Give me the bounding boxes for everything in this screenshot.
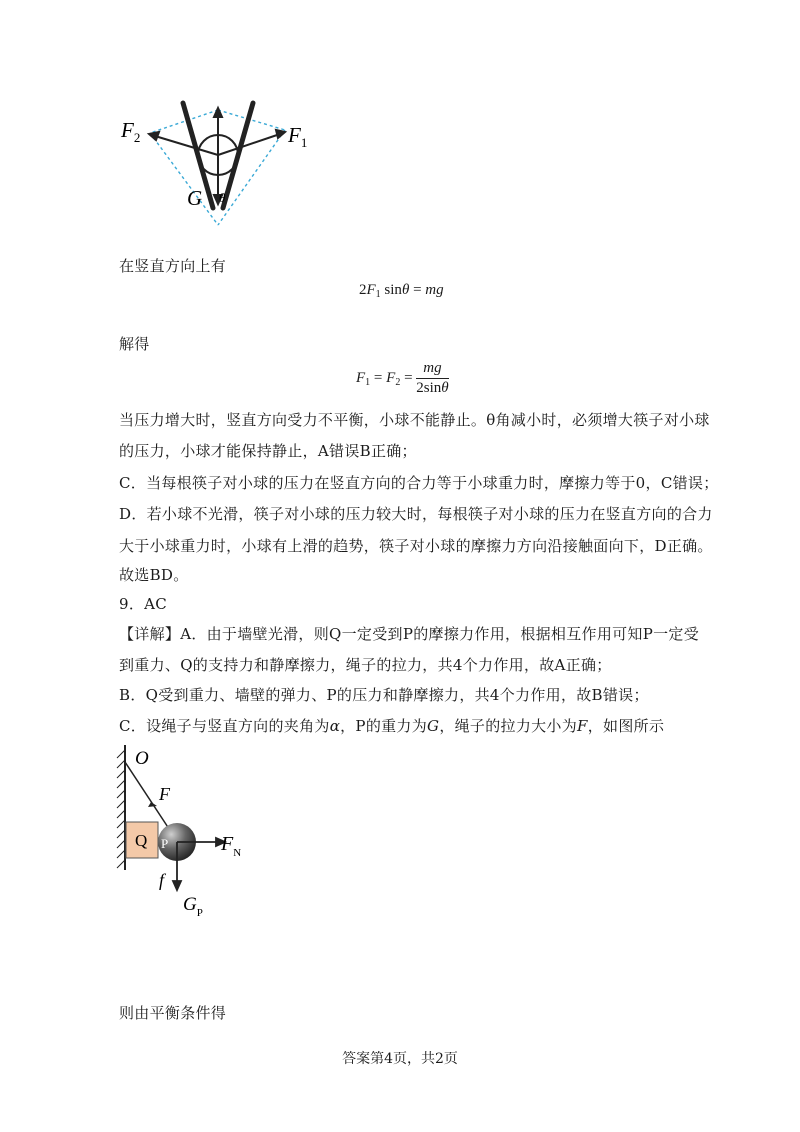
label-friction: f <box>159 870 165 890</box>
paragraph-1-line-1: 当压力增大时，竖直方向受力不平衡，小球不能静止。θ角减小时，必须增大筷子对小球 <box>119 411 710 429</box>
label-o: O <box>135 748 149 769</box>
paragraph-d-line-1: D．若小球不光滑，筷子对小球的压力较大时，每根筷子对小球的压力在竖直方向的合力 <box>119 505 713 523</box>
detail-c: C．设绳子与竖直方向的夹角为α，P的重力为G，绳子的拉力大小为F，如图所示 <box>119 717 665 735</box>
detail-tag: 【详解】 <box>119 625 181 643</box>
page-footer: 答案第4页，共2页 <box>342 1051 458 1067</box>
detail-line-1: 【详解】A．由于墙壁光滑，则Q一定受到P的摩擦力作用，根据相互作用可知P一定受 <box>119 625 700 643</box>
paragraph-d-line-2: 大于小球重力时，小球有上滑的趋势，筷子对小球的摩擦力方向沿接触面向下，D正确。 <box>119 537 713 555</box>
solve-text: 解得 <box>119 335 150 353</box>
label-g: G <box>187 186 203 210</box>
label-fn: $F_N$ <box>221 833 242 859</box>
label-f1: $F_1$ <box>288 123 308 150</box>
answer-choice: 故选BD。 <box>119 566 189 584</box>
detail-line-2: 到重力、Q的支持力和静摩擦力，绳子的拉力，共4个力作用，故A正确； <box>119 656 612 674</box>
label-p: P <box>161 836 169 851</box>
label-gp: $G_P$ <box>183 894 203 919</box>
label-theta: θ <box>219 190 226 205</box>
paragraph-1-line-2: 的压力，小球才能保持静止，A错误B正确； <box>119 442 417 460</box>
paragraph-c: C．当每根筷子对小球的压力在竖直方向的合力等于小球重力时，摩擦力等于0，C错误； <box>119 474 719 492</box>
label-q: Q <box>135 831 148 850</box>
chopsticks-force-diagram <box>115 98 325 233</box>
detail-b: B．Q受到重力、墙壁的弹力、P的压力和静摩擦力，共4个力作用，故B错误； <box>119 686 649 704</box>
label-f: F <box>159 784 170 804</box>
question-9-answer: 9．AC <box>119 595 168 613</box>
equation-vertical: $2F_1$ sinθ = mg <box>359 282 444 300</box>
wall-block-ball-diagram <box>95 740 270 920</box>
label-f2: $F_2$ <box>121 118 141 145</box>
equilibrium-text: 则由平衡条件得 <box>119 1004 227 1022</box>
vertical-direction-text: 在竖直方向上有 <box>119 257 227 275</box>
fraction: $\frac{mg}{2\sin\theta}$ <box>416 360 449 396</box>
equation-solution: $F_1 = F_2$ = $\frac{mg}{2\sin\theta}$ <box>356 360 449 396</box>
